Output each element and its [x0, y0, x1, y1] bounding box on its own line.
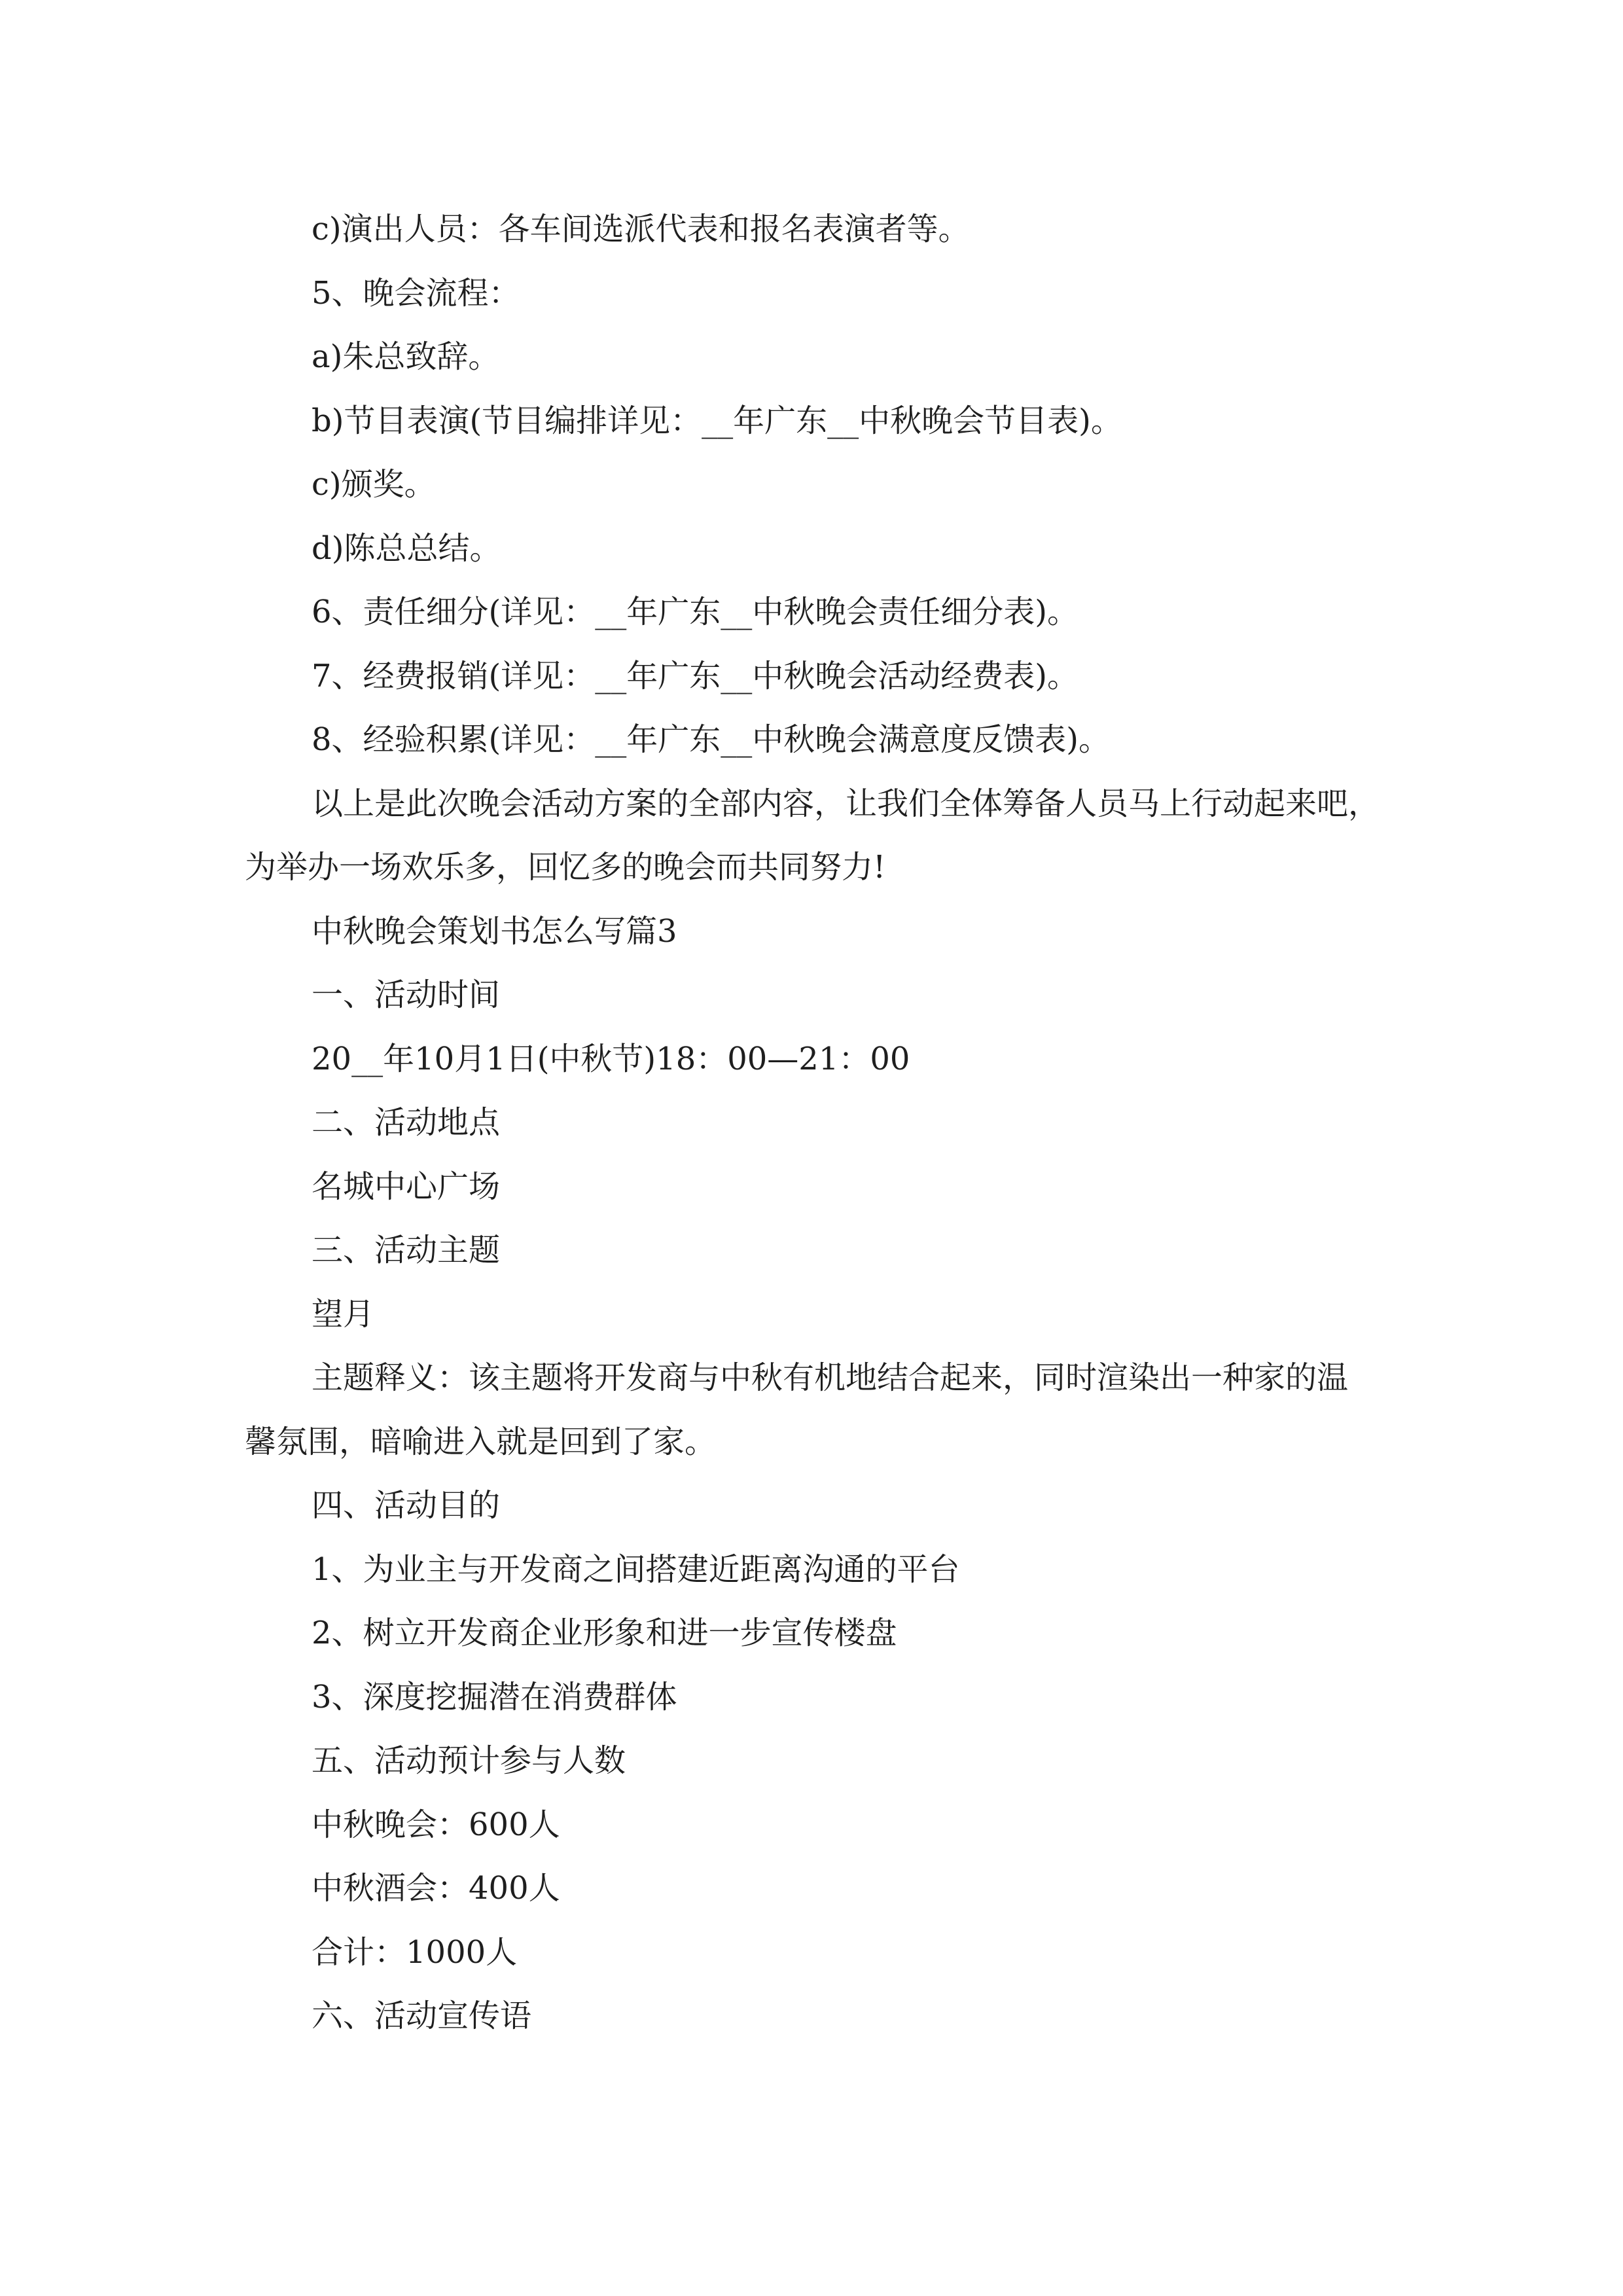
text-line-awards: c)颁奖。 [312, 466, 436, 503]
section-title-part-3: 中秋晚会策划书怎么写篇3 [312, 912, 677, 950]
heading-activity-time: 一、活动时间 [312, 977, 501, 1013]
paragraph-theme-meaning-line-2: 馨氛围，暗喻进入就是回到了家。 [245, 1423, 717, 1460]
text-line-location: 名城中心广场 [312, 1168, 501, 1205]
paragraph-conclusion-line-2: 为举办一场欢乐多，回忆多的晚会而共同努力! [245, 849, 886, 886]
document-body [245, 198, 1387, 2049]
heading-evening-flow: 5、晚会流程： [312, 274, 520, 312]
heading-activity-location: 二、活动地点 [312, 1104, 501, 1141]
paragraph-theme-meaning-line-1: 主题释义：该主题将开发商与中秋有机地结合起来，同时渲染出一种家的温 [312, 1359, 1349, 1396]
text-line-total-attendance: 合计：1000人 [312, 1933, 518, 1971]
text-line-date-time: 20__年10月1日(中秋节)18：00—21：00 [312, 1040, 910, 1077]
text-line-gala-attendance: 中秋晚会：600人 [312, 1806, 560, 1843]
text-line-banquet-attendance: 中秋酒会：400人 [312, 1870, 560, 1907]
paragraph-conclusion-line-1: 以上是此次晚会活动方案的全部内容，让我们全体筹备人员马上行动起来吧， [312, 785, 1380, 822]
heading-activity-theme: 三、活动主题 [312, 1232, 501, 1268]
text-line-expenses: 7、经费报销(详见：__年广东__中秋晚会活动经费表)。 [312, 657, 1079, 694]
heading-activity-slogan: 六、活动宣传语 [312, 1998, 532, 2034]
text-line-responsibility: 6、责任细分(详见：__年广东__中秋晚会责任细分表)。 [312, 594, 1079, 630]
text-line-experience: 8、经验积累(详见：__年广东__中秋晚会满意度反馈表)。 [312, 721, 1110, 758]
text-line-speech: a)朱总致辞。 [312, 338, 500, 375]
text-line-purpose-2: 2、树立开发商企业形象和进一步宣传楼盘 [312, 1615, 897, 1651]
text-line-purpose-1: 1、为业主与开发商之间搭建近距离沟通的平台 [312, 1551, 960, 1588]
text-line-performers: c)演出人员：各车间选派代表和报名表演者等。 [312, 211, 970, 247]
text-line-theme: 望月 [312, 1295, 375, 1333]
text-line-program: b)节目表演(节目编排详见：__年广东__中秋晚会节目表)。 [312, 402, 1122, 439]
heading-expected-attendance: 五、活动预计参与人数 [312, 1742, 626, 1779]
heading-activity-purpose: 四、活动目的 [312, 1487, 501, 1524]
text-line-purpose-3: 3、深度挖掘潜在消费群体 [312, 1678, 677, 1715]
text-line-summary: d)陈总总结。 [312, 529, 501, 567]
